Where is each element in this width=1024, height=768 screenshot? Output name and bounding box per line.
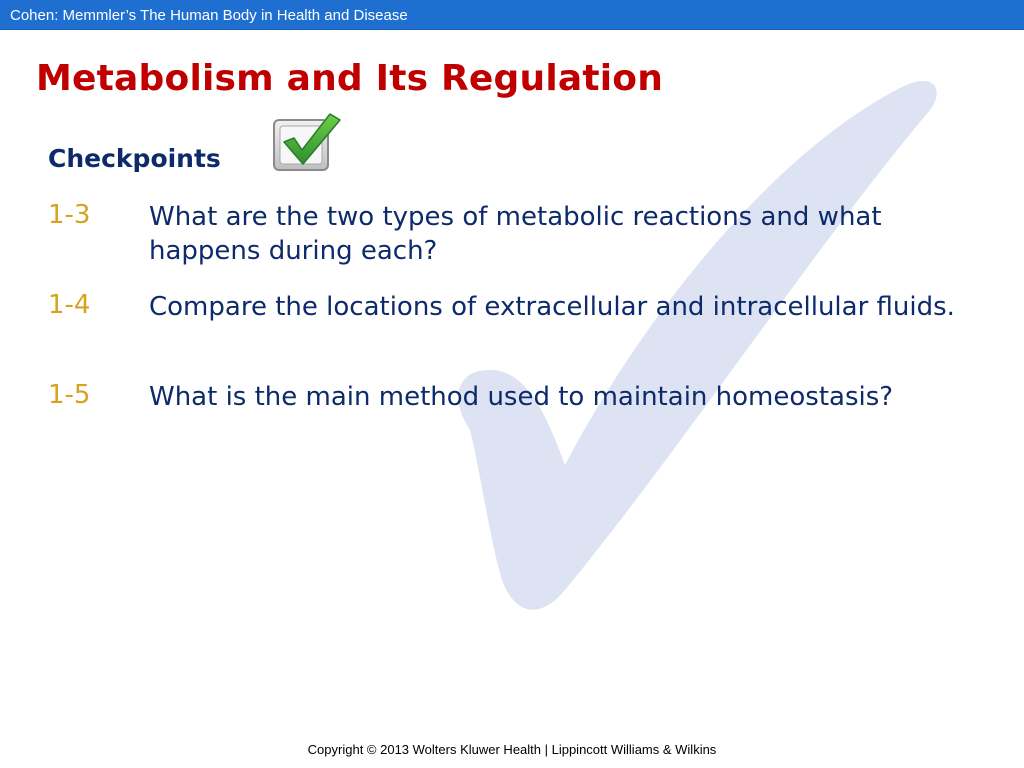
checkpoints-heading: Checkpoints xyxy=(48,144,221,173)
question-text: Compare the locations of extracellular and intracellular fluids. xyxy=(149,292,955,322)
footer-copyright xyxy=(0,742,1024,757)
header-bar xyxy=(0,0,1024,30)
checkmark-watermark-icon xyxy=(430,70,950,630)
question-number: 1-4 xyxy=(48,290,91,320)
question-number: 1-3 xyxy=(48,200,91,230)
slide-title: Metabolism and Its Regulation xyxy=(36,58,664,99)
question-text: What is the main method used to maintain homeostasis? xyxy=(149,382,894,412)
checked-checkbox-icon xyxy=(270,108,344,174)
header-book-title: Cohen: Memmler’s The Human Body in Health and Disease xyxy=(10,7,408,24)
copyright-text: Copyright © 2013 Wolters Kluwer Health | Lippincott Williams & Wilkins xyxy=(307,742,717,757)
question-text: What are the two types of metabolic reactions and what happens during each? xyxy=(149,202,882,266)
question-number: 1-5 xyxy=(48,380,91,410)
